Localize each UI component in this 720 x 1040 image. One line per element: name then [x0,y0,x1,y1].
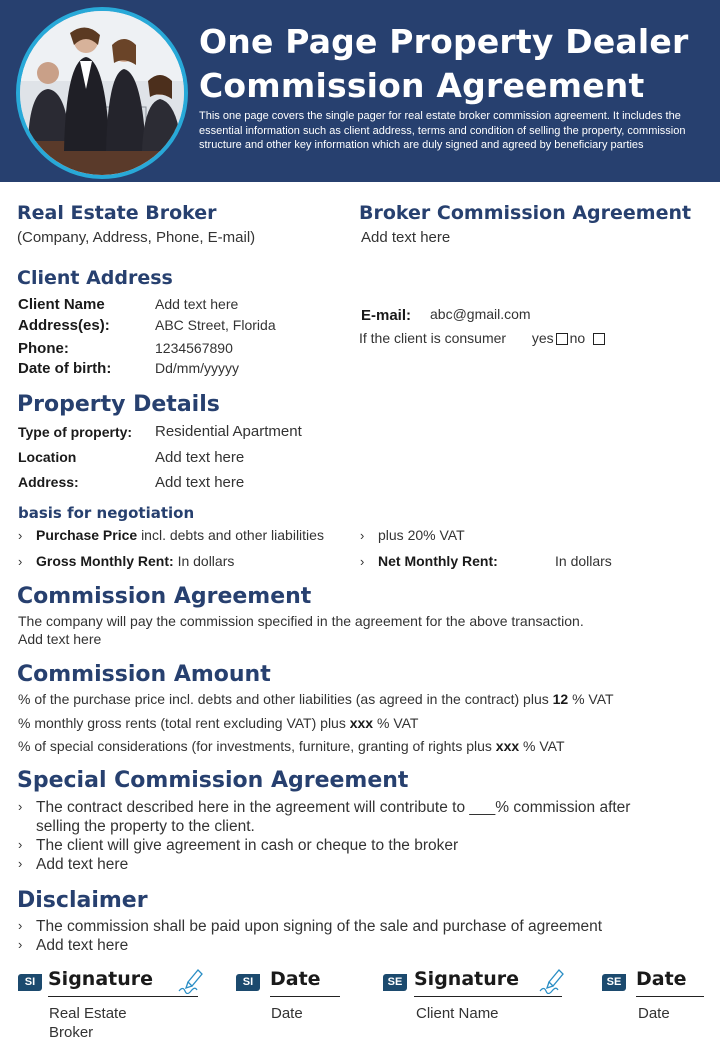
special-item-1: The contract described here in the agreement will contribute to ___% commission after selling the property to the client. [36,799,631,835]
commission-agreement-heading: Commission Agreement [17,584,312,609]
date-badge: SE [602,974,626,991]
client-dob-value: Dd/mm/yyyyy [155,360,239,376]
gross-rent-line [36,553,234,569]
header-banner [0,0,720,182]
signature-title: Signature [48,968,154,990]
property-type-value: Residential Apartment [155,423,302,440]
signature-line[interactable] [414,996,562,997]
signature-badge: SE [383,974,407,991]
no-checkbox[interactable] [593,333,605,345]
disclaimer-item-1: The commission shall be paid upon signing of the sale and purchase of agreement [36,918,603,935]
commission-agreement-line2: Add text here [18,631,102,647]
client-email-label: E-mail: [361,307,412,324]
broker-agreement-heading: Broker Commission Agreement [359,202,692,224]
net-rent-value: In dollars [555,553,612,569]
commission-agreement-line1: The company will pay the commission specified in the agreement for the above transaction. [18,613,584,629]
purchase-price-text: incl. debts and other liabilities [141,527,324,543]
signature-subtitle: Real Estate Broker [49,1005,127,1040]
page-subtitle: This one page covers the single pager for real estate broker commission agreement. It includes the essential information such as client address, terms and condition of selling the property, commission structure and other key information which are duly signed and agreed by beneficiary parties [199,110,686,151]
chevron-right-icon: › [18,837,23,852]
special-commission-heading: Special Commission Agreement [17,768,409,793]
date-line[interactable] [270,996,340,997]
no-label: no [569,330,586,346]
client-address-label: Address(es): [18,317,110,334]
purchase-price-line [36,527,324,543]
chevron-right-icon: › [18,528,23,543]
gross-rent-value: In dollars [177,553,235,569]
broker-details: (Company, Address, Phone, E-mail) [17,229,256,246]
purchase-price-label: Purchase Price [36,527,138,543]
signature-line[interactable] [48,996,198,997]
gross-rent-label: Gross Monthly Rent: [36,553,174,569]
date-subtitle: Date [271,1005,303,1022]
date-badge: SI [236,974,260,991]
chevron-right-icon: › [18,554,23,569]
disclaimer-item-2: Add text here [36,937,129,954]
net-rent-label: Net Monthly Rent: [378,553,498,569]
chevron-right-icon: › [18,856,23,871]
yes-checkbox[interactable] [556,333,568,345]
property-address-label: Address: [18,474,79,490]
chevron-right-icon: › [18,918,23,933]
consumer-question-text: If the client is consumer [359,330,507,346]
client-phone-value: 1234567890 [155,340,233,356]
commission-amount-heading: Commission Amount [17,662,271,687]
special-item-3: Add text here [36,856,129,873]
signature-subtitle: Client Name [416,1005,499,1022]
commission-amount-line1: % of the purchase price incl. debts and other liabilities (as agreed in the contract) plus 12 % VAT [18,691,614,707]
client-name-label: Client Name [18,296,105,313]
property-type-label: Type of property: [18,424,133,440]
property-address-value: Add text here [155,474,245,491]
consumer-question [359,330,607,346]
vat-text: plus 20% VAT [378,527,465,543]
date-title: Date [270,968,321,990]
chevron-right-icon: › [18,937,23,952]
chevron-right-icon: › [18,799,23,814]
yes-label: yes [531,330,554,346]
date-subtitle: Date [638,1005,670,1022]
client-dob-label: Date of birth: [18,360,112,377]
date-line[interactable] [636,996,704,997]
business-team-photo [16,7,188,179]
page-title: One Page Property Dealer Commission Agreement [199,22,689,105]
commission-amount-line2: % monthly gross rents (total rent excluding VAT) plus xxx % VAT [18,715,419,731]
commission-amount-line3: % of special considerations (for investments, furniture, granting of rights plus xxx % VAT [18,738,565,754]
client-address-value: ABC Street, Florida [155,317,276,333]
date-title: Date [636,968,687,990]
negotiation-heading: basis for negotiation [18,504,195,522]
broker-heading: Real Estate Broker [17,202,217,224]
broker-agreement-value: Add text here [361,229,451,246]
signature-badge: SI [18,974,42,991]
chevron-right-icon: › [360,528,365,543]
client-address-heading: Client Address [17,267,173,289]
pen-signature-icon [178,966,204,994]
pen-signature-icon [539,966,565,994]
client-name-value: Add text here [155,296,239,312]
signature-title: Signature [414,968,520,990]
special-item-2: The client will give agreement in cash or cheque to the broker [36,837,459,854]
chevron-right-icon: › [360,554,365,569]
client-email-value: abc@gmail.com [430,306,531,322]
property-heading: Property Details [17,392,220,417]
property-location-value: Add text here [155,449,245,466]
property-location-label: Location [18,449,77,465]
client-phone-label: Phone: [18,340,69,357]
disclaimer-heading: Disclaimer [17,888,148,913]
